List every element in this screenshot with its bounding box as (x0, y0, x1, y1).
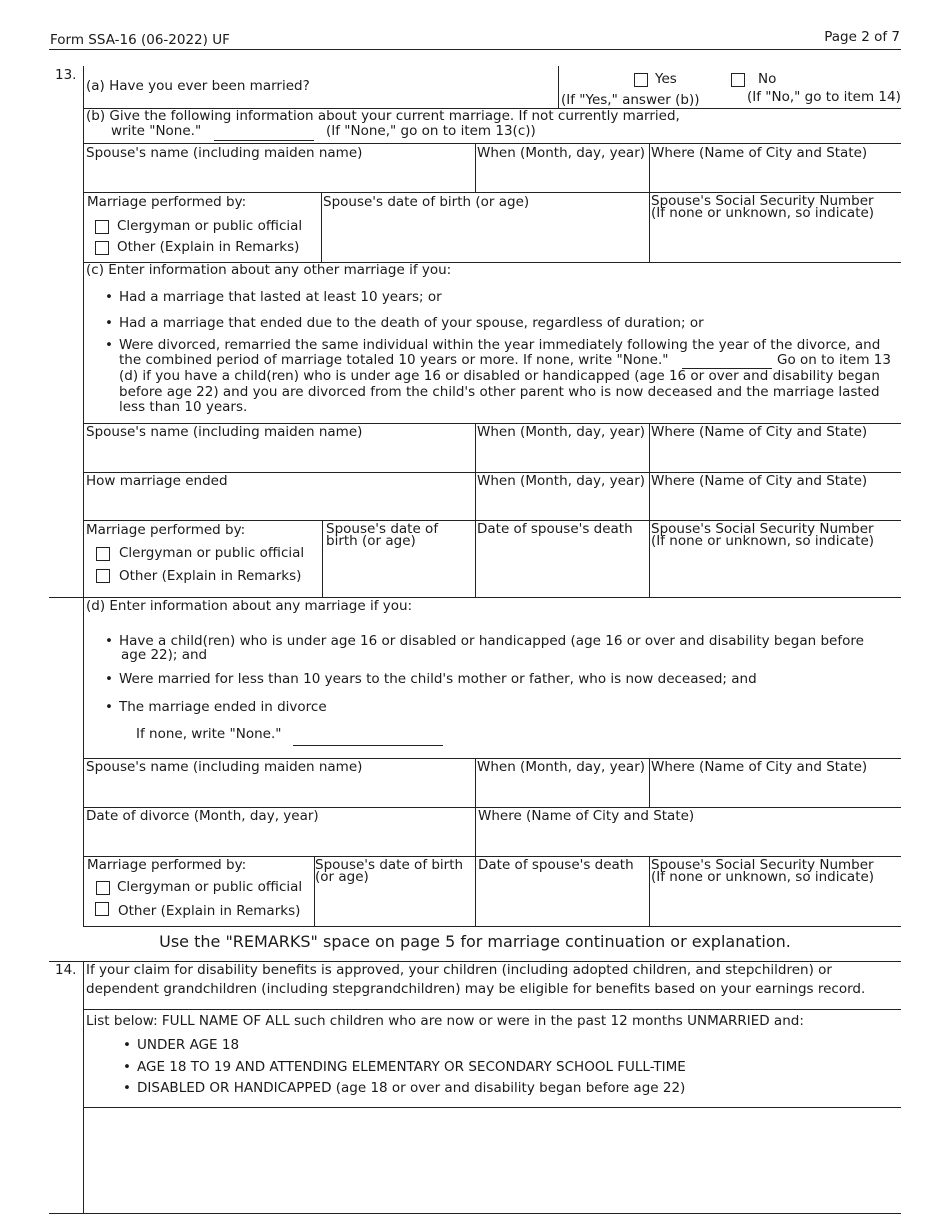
q13b-ssn-label: Spouse's Social Security Number (651, 193, 874, 209)
q14-bullet-1: UNDER AGE 18 (137, 1037, 240, 1053)
q13c-clergyman-label: Clergyman or public official (119, 545, 305, 561)
q14-intro-line1: If your claim for disability benefits is approved, your children (including adopted children, and stepchildren) or (86, 962, 832, 978)
q13b-clergyman-label: Clergyman or public official (117, 218, 303, 234)
q13b-write-none: write "None." (111, 123, 202, 139)
bullet-icon: • (105, 315, 113, 331)
q13b-instructions: (b) Give the following information about your current marriage. If not currently married, (86, 108, 680, 124)
q13a-yes-checkbox[interactable] (634, 73, 648, 87)
q13a-no-note: (If "No," go to item 14) (747, 89, 901, 105)
q13d-none-label: If none, write "None." (136, 726, 282, 742)
q14-bullet-3: DISABLED OR HANDICAPPED (age 18 or over and disability began before age 22) (137, 1080, 686, 1096)
q13c-ssn-field[interactable] (650, 552, 900, 596)
q13a-divider (558, 66, 559, 108)
q13c-where-field[interactable] (650, 440, 900, 472)
q13b-where-label: Where (Name of City and State) (651, 145, 868, 161)
q13d-clergyman-checkbox[interactable] (96, 881, 110, 895)
q13c-bullet-3-line5: less than 10 years. (119, 399, 248, 415)
q13d-ssn-field[interactable] (650, 888, 900, 925)
q13b-none-note: (If "None," go on to item 13(c)) (326, 123, 536, 139)
q13c-other-checkbox[interactable] (96, 569, 110, 583)
q13d-other-label: Other (Explain in Remarks) (118, 903, 301, 919)
bullet-icon: • (123, 1059, 131, 1075)
q13c-ssn-label: Spouse's Social Security Number (651, 521, 874, 537)
q13d-death-label: Date of spouse's death (478, 857, 634, 873)
q13c-bullet-3-line3: (d) if you have a child(ren) who is under age 16 or disabled or handicapped (age 16 or over and disability began (119, 368, 880, 384)
q13c-when-field[interactable] (476, 440, 648, 472)
q13c-clergyman-checkbox[interactable] (96, 547, 110, 561)
q14-list-intro: List below: FULL NAME OF ALL such children who are now or were in the past 12 months UNMARRIED and: (86, 1013, 804, 1029)
q13c-performed-by-label: Marriage performed by: (86, 522, 246, 538)
q13d-bullet-1-line2: age 22); and (121, 647, 208, 663)
form-id: Form SSA-16 (06-2022) UF (50, 32, 230, 48)
q13d-death-field[interactable] (476, 876, 648, 925)
bullet-icon: • (105, 699, 113, 715)
bullet-icon: • (105, 289, 113, 305)
q13a-no-checkbox[interactable] (731, 73, 745, 87)
q13c-bullet-2: Had a marriage that ended due to the death of your spouse, regardless of duration; or (119, 315, 704, 331)
q13d-ssn-note: (If none or unknown, so indicate) (651, 869, 875, 885)
q13d-bullet-3: The marriage ended in divorce (119, 699, 327, 715)
q13d-bullet-2: Were married for less than 10 years to the child's mother or father, who is now deceased; and (119, 671, 757, 687)
q13d-intro: (d) Enter information about any marriage if you: (86, 598, 413, 614)
q13b-where-field[interactable] (650, 160, 900, 192)
q13d-spouse-name-field[interactable] (84, 775, 474, 807)
q14-children-field[interactable] (84, 1108, 900, 1212)
item-14-number: 14. (55, 962, 77, 978)
q13d-spouse-dob-label: Spouse's date of birth (315, 857, 464, 873)
q13c-where-label: Where (Name of City and State) (651, 424, 868, 440)
q13c-intro: (c) Enter information about any other marriage if you: (86, 262, 452, 278)
q13c-where2-field[interactable] (650, 489, 900, 520)
q13c-where2-label: Where (Name of City and State) (651, 473, 868, 489)
q13c-how-ended-field[interactable] (84, 489, 474, 520)
q13b-spouse-name-field[interactable] (84, 160, 474, 192)
q13c-spouse-name-label: Spouse's name (including maiden name) (86, 424, 363, 440)
q13b-other-label: Other (Explain in Remarks) (117, 239, 300, 255)
q13b-when-field[interactable] (476, 160, 648, 192)
q13b-ssn-field[interactable] (650, 222, 900, 261)
q13c-go-on: Go on to item 13 (777, 352, 891, 368)
q13d-spouse-dob-field[interactable] (315, 888, 474, 925)
q13a-question: (a) Have you ever been married? (86, 78, 310, 94)
q13d-where2-label: Where (Name of City and State) (478, 808, 695, 824)
q13d-when-label: When (Month, day, year) (477, 759, 646, 775)
q13b-spouse-name-label: Spouse's name (including maiden name) (86, 145, 363, 161)
rule (83, 1009, 901, 1010)
q13c-ssn-note: (If none or unknown, so indicate) (651, 533, 875, 549)
q13d-clergyman-label: Clergyman or public official (117, 879, 303, 895)
q13c-bullet-3-line1: Were divorced, remarried the same individual within the year immediately following the year of the divorce, and (119, 337, 881, 353)
q13b-other-checkbox[interactable] (95, 241, 109, 255)
q13c-when2-field[interactable] (476, 489, 648, 520)
rule (83, 926, 901, 927)
q13d-none-field[interactable] (293, 745, 443, 746)
q13c-spouse-name-field[interactable] (84, 440, 474, 472)
bullet-icon: • (105, 671, 113, 687)
q14-bullet-2: AGE 18 TO 19 AND ATTENDING ELEMENTARY OR SECONDARY SCHOOL FULL-TIME (137, 1059, 686, 1075)
q13d-performed-by-label: Marriage performed by: (87, 857, 247, 873)
q13b-none-field[interactable] (214, 140, 314, 141)
q13d-when-field[interactable] (476, 775, 648, 807)
q13d-divorce-date-label: Date of divorce (Month, day, year) (86, 808, 319, 824)
q13c-bullet-1: Had a marriage that lasted at least 10 years; or (119, 289, 442, 305)
q14-intro-line2: dependent grandchildren (including stepgrandchildren) may be eligible for benefits based on your earnings record. (86, 981, 866, 997)
q13c-death-field[interactable] (476, 540, 648, 596)
q13c-other-label: Other (Explain in Remarks) (119, 568, 302, 584)
page-number: Page 2 of 7 (824, 29, 900, 45)
q13b-spouse-dob-label: Spouse's date of birth (or age) (323, 194, 530, 210)
q13c-when2-label: When (Month, day, year) (477, 473, 646, 489)
q13a-yes-label: Yes (655, 71, 677, 87)
q13d-where2-field[interactable] (476, 824, 900, 856)
q13c-spouse-dob-note: birth (or age) (326, 533, 416, 549)
q13c-death-label: Date of spouse's death (477, 521, 633, 537)
q13d-ssn-label: Spouse's Social Security Number (651, 857, 874, 873)
q13d-bullet-1-line1: Have a child(ren) who is under age 16 or disabled or handicapped (age 16 or over and disability began before (119, 633, 864, 649)
item-13d-left-rule (83, 597, 84, 927)
q13c-how-ended-label: How marriage ended (86, 473, 228, 489)
q13a-no-label: No (758, 71, 777, 87)
bullet-icon: • (123, 1037, 131, 1053)
rule (49, 1213, 901, 1214)
header-rule (49, 49, 901, 50)
q13d-spouse-dob-note: (or age) (315, 869, 369, 885)
q13b-when-label: When (Month, day, year) (477, 145, 646, 161)
q13c-bullet-3-line4: before age 22) and you are divorced from the child's other parent who is now deceased and the marriage lasted (119, 384, 880, 400)
bullet-icon: • (105, 633, 113, 649)
q13b-clergyman-checkbox[interactable] (95, 220, 109, 234)
rule (83, 143, 901, 144)
q13c-when-label: When (Month, day, year) (477, 424, 646, 440)
q13d-where-label: Where (Name of City and State) (651, 759, 868, 775)
bullet-icon: • (123, 1080, 131, 1096)
q13b-spouse-dob-field[interactable] (322, 212, 648, 261)
q13b-performed-by-label: Marriage performed by: (87, 194, 247, 210)
q13c-bullet-3-line2: the combined period of marriage totaled 10 years or more. If none, write "None." (119, 352, 669, 368)
q13a-yes-note: (If "Yes," answer (b)) (561, 92, 700, 108)
item-13-number: 13. (55, 67, 77, 83)
q13d-spouse-name-label: Spouse's name (including maiden name) (86, 759, 363, 775)
q13d-other-checkbox[interactable] (95, 902, 109, 916)
q13d-where-field[interactable] (650, 775, 900, 807)
q13c-spouse-dob-field[interactable] (323, 552, 474, 596)
q13b-ssn-note: (If none or unknown, so indicate) (651, 205, 875, 221)
remarks-note: Use the "REMARKS" space on page 5 for marriage continuation or explanation. (159, 932, 791, 951)
bullet-icon: • (105, 337, 113, 353)
q13d-divorce-date-field[interactable] (84, 824, 474, 856)
q13c-spouse-dob-label: Spouse's date of (326, 521, 439, 537)
